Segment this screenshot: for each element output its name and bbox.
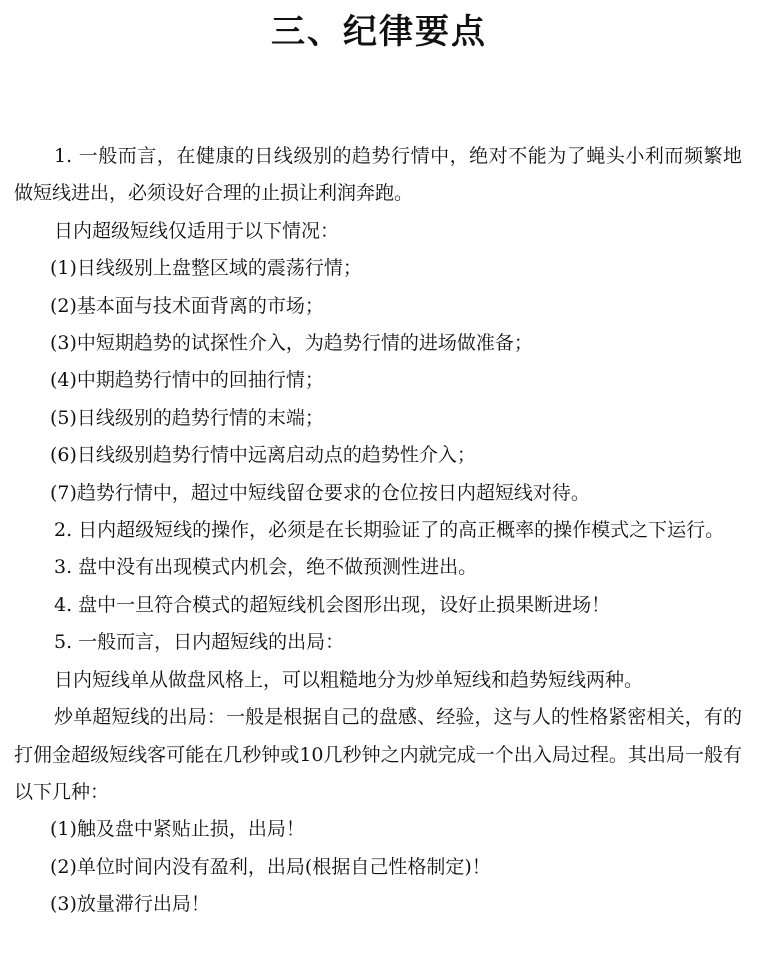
list-item-case-2: (2)基本面与技术面背离的市场； <box>50 294 324 317</box>
list-item-case-4: (4)中期趋势行情中的回抽行情； <box>50 369 324 392</box>
paragraph-style-split: 日内短线单从做盘风格上，可以粗糙地分为炒单短线和趋势短线两种。 <box>54 668 644 691</box>
list-item-exit-1: (1)触及盘中紧贴止损，出局！ <box>50 818 305 841</box>
paragraph-rule-4: 4. 盘中一旦符合模式的超短线机会图形出现，设好止损果断进场！ <box>54 593 611 616</box>
paragraph-scalping-exit: 炒单超短线的出局：一般是根据自己的盘感、经验，这与人的性格紧密相关，有的打佣金超级短线客可能在几秒钟或10几秒钟之内就完成一个出入局过程。其出局一般有以下几种： <box>14 706 742 803</box>
list-item-case-7: (7)趋势行情中，超过中短线留仓要求的仓位按日内超短线对待。 <box>50 481 590 504</box>
list-item-case-1: (1)日线级别上盘整区域的震荡行情； <box>50 257 362 280</box>
list-item-exit-3: (3)放量滞行出局！ <box>50 893 210 916</box>
page-title: 三、纪律要点 <box>271 12 487 52</box>
paragraph-applicable-intro: 日内超级短线仅适用于以下情况： <box>54 219 340 242</box>
list-item-case-5: (5)日线级别的趋势行情的末端； <box>50 406 324 429</box>
paragraph-rule-1: 1. 一般而言，在健康的日线级别的趋势行情中，绝对不能为了蝇头小利而频繁地做短线进出，必须设好合理的止损让利润奔跑。 <box>14 145 742 205</box>
paragraph-rule-5: 5. 一般而言，日内超短线的出局： <box>54 631 345 654</box>
paragraph-rule-2: 2. 日内超级短线的操作，必须是在长期验证了的高正概率的操作模式之下运行。 <box>54 519 725 542</box>
paragraph-rule-3: 3. 盘中没有出现模式内机会，绝不做预测性进出。 <box>54 556 478 579</box>
list-item-case-6: (6)日线级别趋势行情中远离启动点的趋势性介入； <box>50 444 476 467</box>
document-body <box>14 138 742 924</box>
list-item-exit-2: (2)单位时间内没有盈利，出局(根据自己性格制定)！ <box>50 855 491 878</box>
list-item-case-3: (3)中短期趋势的试探性介入，为趋势行情的进场做准备； <box>50 332 533 355</box>
